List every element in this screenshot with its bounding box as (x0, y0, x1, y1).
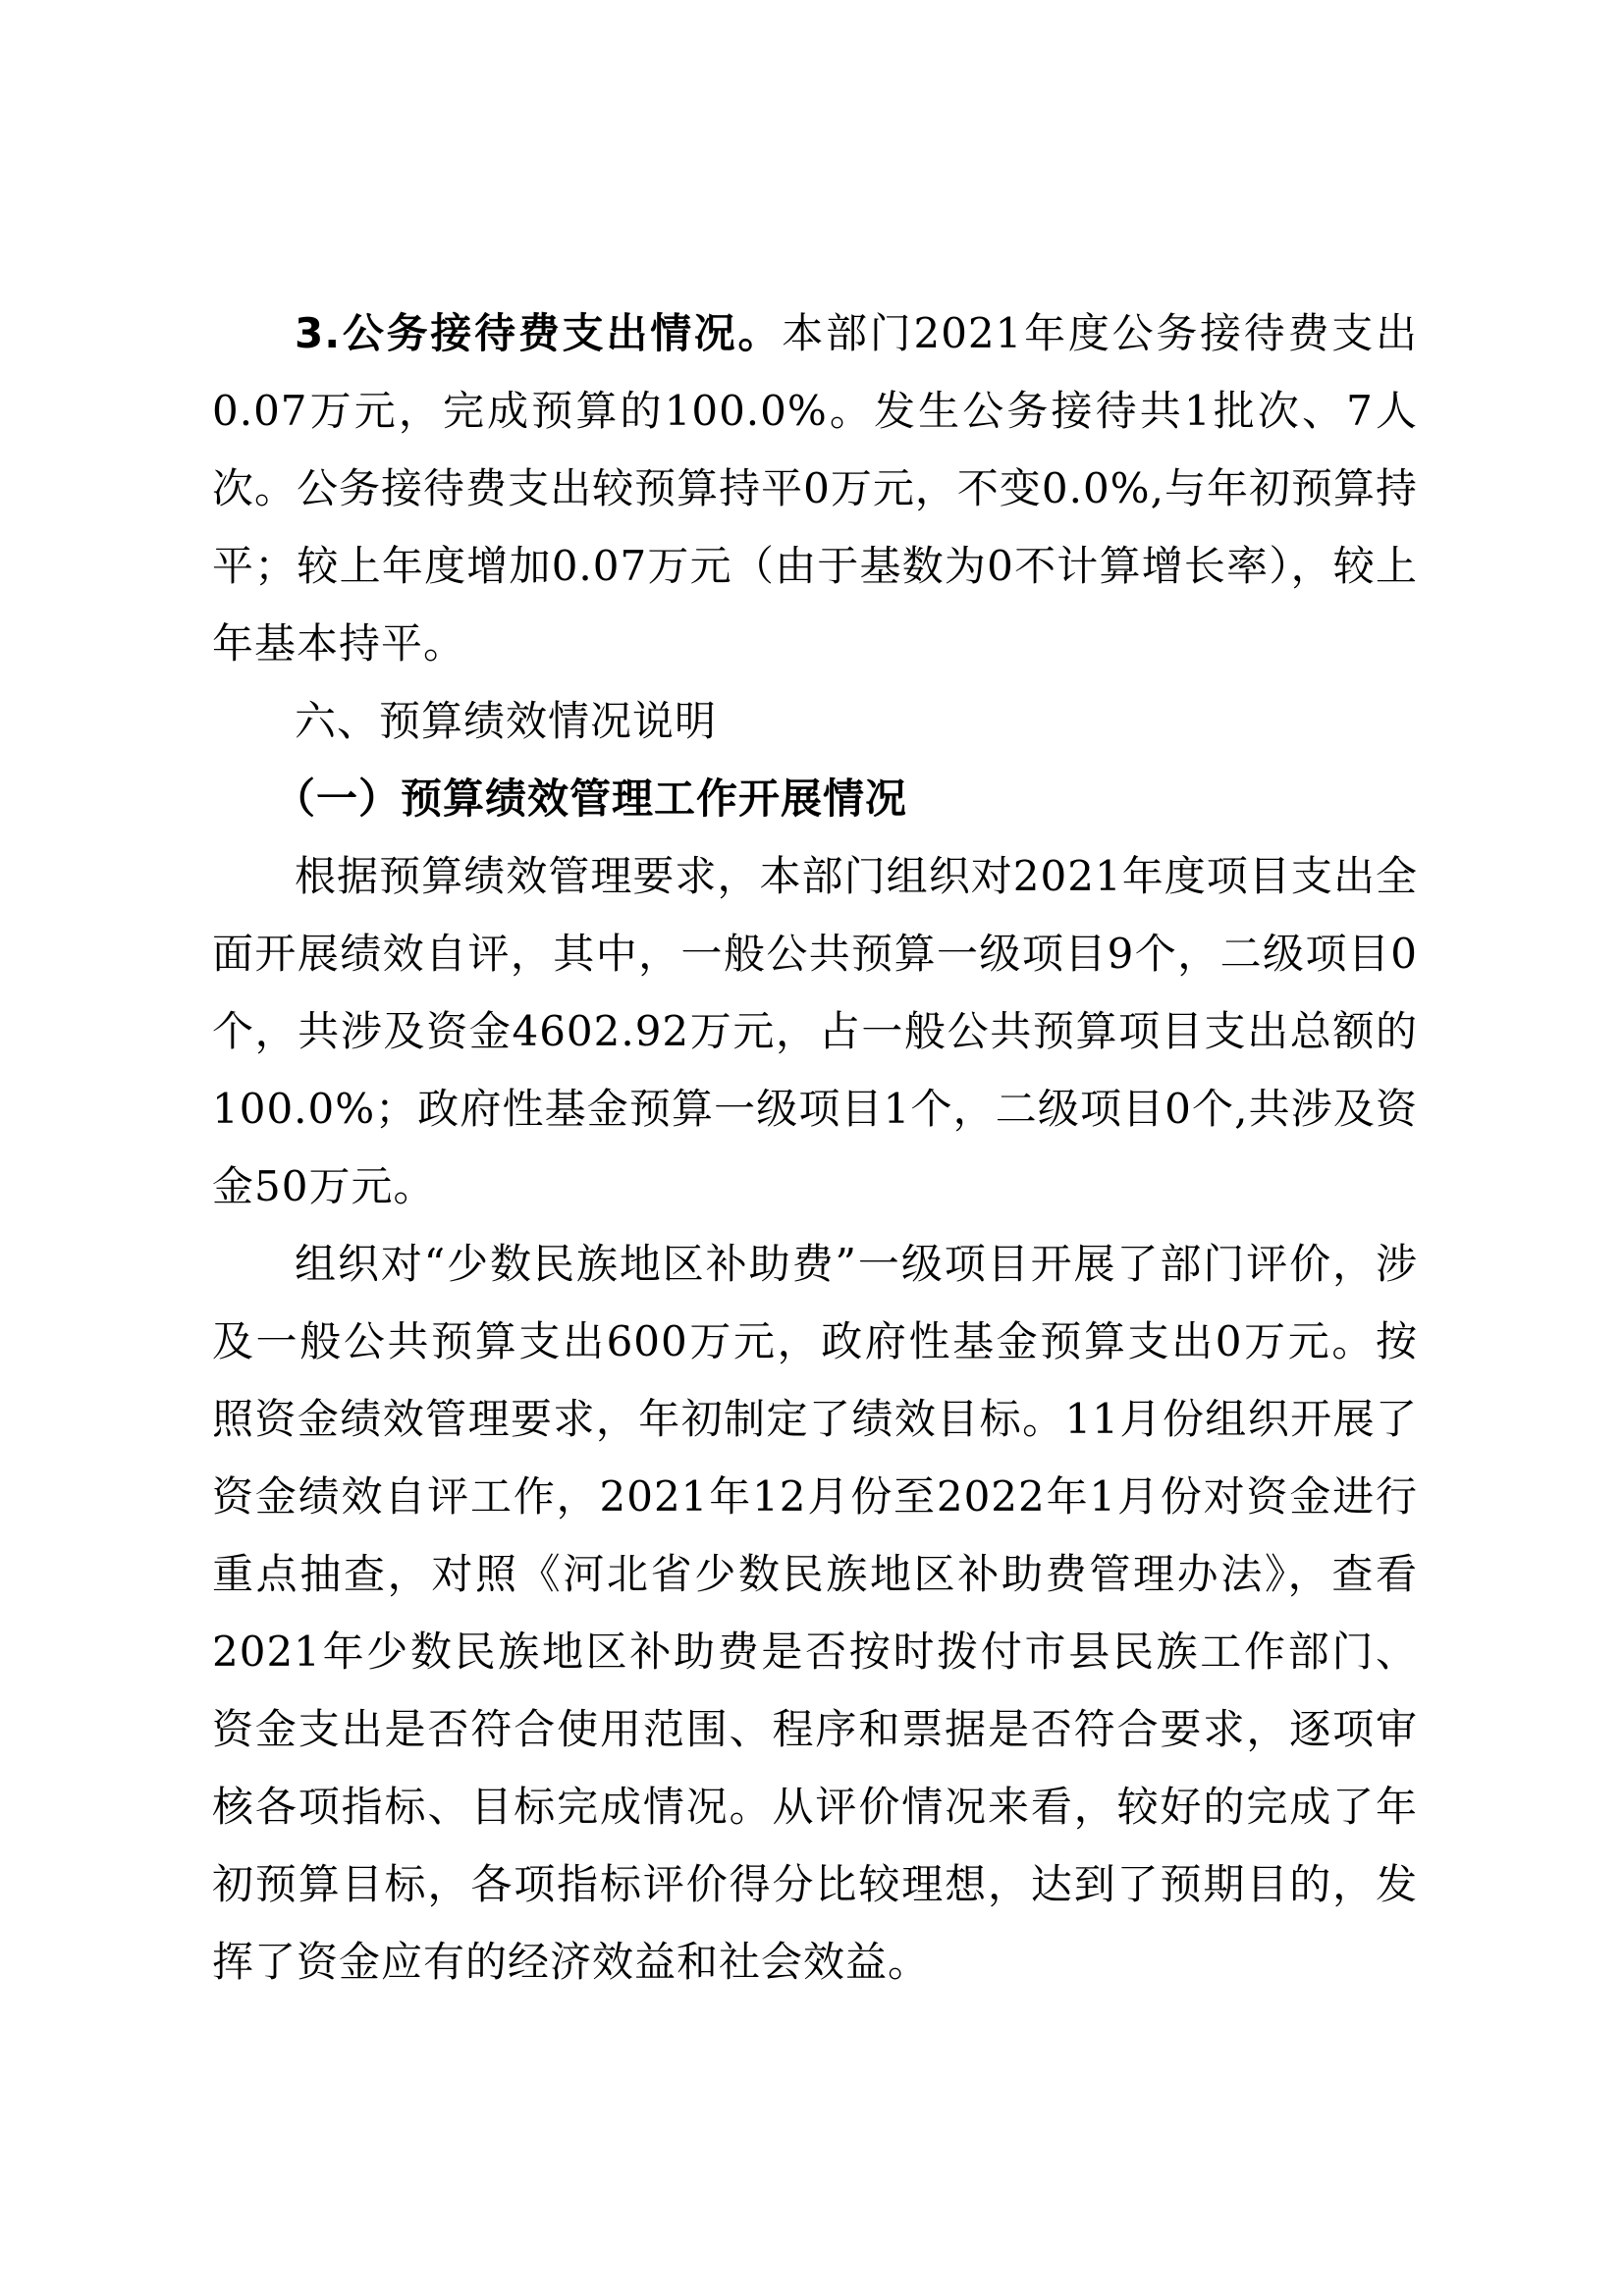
reception-expense-text: 本部门2021年度公务接待费支出0.07万元，完成预算的100.0%。发生公务接待共1批次、7人次。公务接待费支出较预算持平0万元，不变0.0%,与年初预算持平；较上年度增加0.07万元（由于基数为0不计算增长率），较上年基本持平。 (212, 309, 1418, 667)
section-title: 六、预算绩效情况说明 (295, 697, 718, 745)
reception-expense-lead: 3.公务接待费支出情况。 (295, 309, 783, 357)
department-evaluation-paragraph: 组织对“少数民族地区补助费”一级项目开展了部门评价，涉及一般公共预算支出600万元，政府性基金预算支出0万元。按照资金绩效管理要求，年初制定了绩效目标。11月份组织开展了资金绩效自评工作，2021年12月份至2022年1月份对资金进行重点抽查，对照《河北省少数民族地区补助费管理办法》，查看2021年少数民族地区补助费是否按时拨付市县民族工作部门、资金支出是否符合使用范围、程序和票据是否符合要求，逐项审核各项指标、目标完成情况。从评价情况来看，较好的完成了年初预算目标，各项指标评价得分比较理想，达到了预期目的，发挥了资金应有的经济效益和社会效益。 (212, 1240, 1418, 1986)
reception-expense-paragraph (212, 294, 1418, 682)
performance-self-evaluation-paragraph: 根据预算绩效管理要求，本部门组织对2021年度项目支出全面开展绩效自评，其中，一般公共预算一级项目9个，二级项目0个，共涉及资金4602.92万元，占一般公共预算项目支出总额的100.0%；政府性基金预算一级项目1个，二级项目0个,共涉及资金50万元。 (212, 852, 1418, 1210)
subsection-title: （一）预算绩效管理工作开展情况 (274, 774, 908, 823)
document-page (212, 294, 1418, 2001)
